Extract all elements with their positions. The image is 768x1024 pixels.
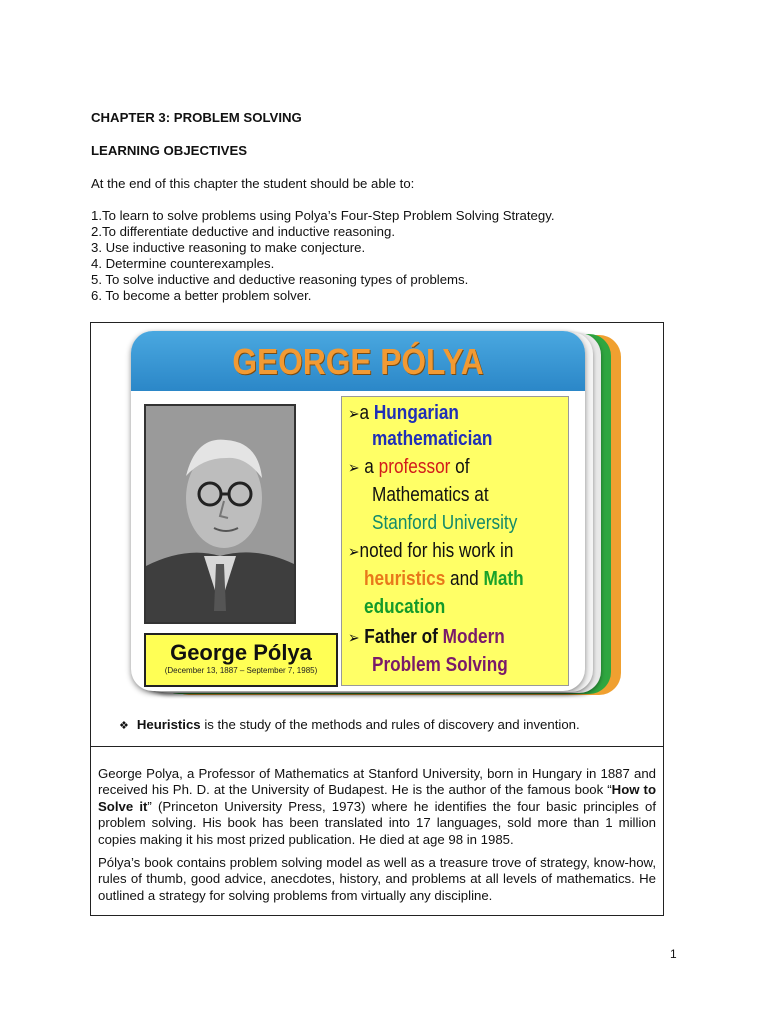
caption-name: George Pólya xyxy=(170,640,312,665)
bio-text-a: George Polya, a Professor of Mathematics at Stanford University, born in Hungary in 1887 and received his Ph. D. at the University of Budapest. He is the author of the famous book “ xyxy=(98,766,656,798)
bullet-2-line3: Stanford University xyxy=(372,512,518,534)
arrow-bullet-icon: ➢ xyxy=(348,406,360,423)
objective-item: 4. Determine counterexamples. xyxy=(91,256,275,271)
bullet-3-line3: education xyxy=(364,596,446,618)
intro-text: At the end of this chapter the student should be able to: xyxy=(91,176,415,191)
content-box xyxy=(90,322,664,916)
bullet-2 xyxy=(348,455,470,481)
slide-title: GEORGE PÓLYA xyxy=(232,341,484,382)
bullet-1 xyxy=(348,401,459,427)
bullet-2-post: of xyxy=(450,456,470,478)
bullet-1-line2 xyxy=(372,427,492,451)
bullet-4 xyxy=(348,625,505,651)
bullet-2-highlight: professor xyxy=(378,456,451,478)
bullet-3-mid: and xyxy=(445,568,484,590)
diamond-bullet-icon: ❖ xyxy=(119,720,129,732)
slide-card xyxy=(131,331,585,691)
bullet-3-heuristics: heuristics xyxy=(364,568,446,590)
page-number: 1 xyxy=(670,947,677,961)
portrait-caption xyxy=(144,633,338,687)
arrow-bullet-icon: ➢ xyxy=(348,460,360,477)
bio-text-b: ” (Princeton University Press, 1973) where he identifies the four basic principles of problem solving. His book has been translated into 17 languages, sold more than 1 million copies making it his most prized publication. He died at age 98 in 1985. xyxy=(98,798,656,847)
objectives-heading: LEARNING OBJECTIVES xyxy=(91,143,248,158)
bullet-2-line2: Mathematics at xyxy=(372,484,489,506)
objective-item: 2.To differentiate deductive and inductive reasoning. xyxy=(91,224,396,239)
heuristics-line xyxy=(119,717,580,734)
bullet-3-pre: noted for his work in xyxy=(359,540,514,562)
polya-slide xyxy=(131,331,623,695)
book-title: How to Solve it xyxy=(98,782,656,814)
objective-item: 6. To become a better problem solver. xyxy=(91,288,312,303)
bullet-1-highlight: Hungarian xyxy=(373,402,459,424)
chapter-title: CHAPTER 3: PROBLEM SOLVING xyxy=(91,110,302,125)
heuristics-term: Heuristics xyxy=(136,717,201,732)
biography-paragraph xyxy=(98,766,656,848)
bullet-3 xyxy=(348,539,513,565)
book-paragraph: Pólya’s book contains problem solving model as well as a treasure trove of strategy, know-how, rules of thumb, good advice, anecdotes, history, and problems at all levels of mathematics. He outlined a strategy for solving problems from virtually any discipline. xyxy=(98,855,656,903)
bullet-3-line2 xyxy=(364,567,524,591)
bullet-1-line2-text: mathematician xyxy=(372,428,493,450)
heuristics-definition: is the study of the methods and rules of discovery and invention. xyxy=(200,717,580,732)
bullet-panel xyxy=(341,396,569,686)
portrait-photo xyxy=(144,404,296,624)
bullet-3-math: Math xyxy=(483,568,524,590)
arrow-bullet-icon: ➢ xyxy=(348,544,360,561)
box-divider xyxy=(91,746,663,747)
arrow-bullet-icon: ➢ xyxy=(348,630,360,647)
bullet-1-pre: a xyxy=(359,402,374,424)
bullet-4-pre: Father of xyxy=(359,626,443,648)
objective-item: 5. To solve inductive and deductive reasoning types of problems. xyxy=(91,272,469,287)
caption-dates: (December 13, 1887 – September 7, 1985) xyxy=(164,666,318,675)
portrait-illustration xyxy=(146,406,294,622)
objective-item: 3. Use inductive reasoning to make conjecture. xyxy=(91,240,366,255)
bullet-2-pre: a xyxy=(359,456,379,478)
bullet-4-line2: Problem Solving xyxy=(372,654,508,676)
objective-item: 1.To learn to solve problems using Polya’s Four-Step Problem Solving Strategy. xyxy=(91,208,555,223)
bullet-4-highlight: Modern xyxy=(442,626,505,648)
